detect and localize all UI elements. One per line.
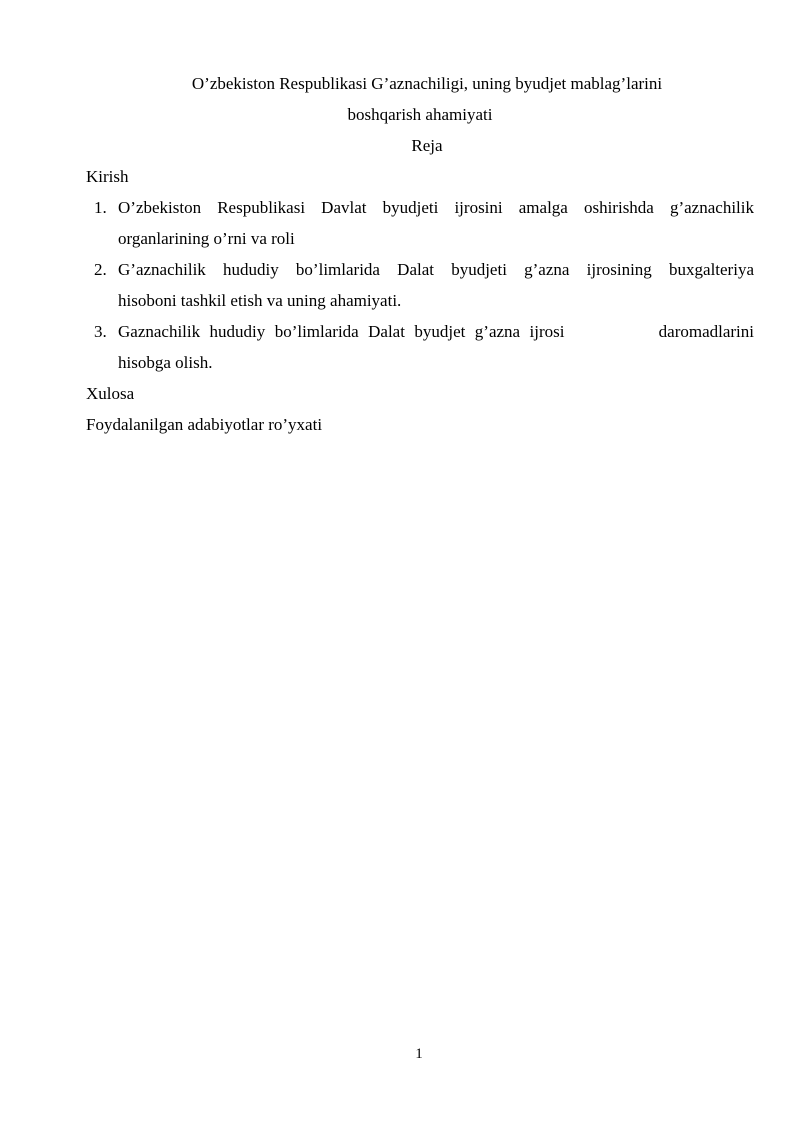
list-item-line-1: O’zbekiston Respublikasi Davlat byudjeti ijrosini amalga oshirishda g’aznachilik xyxy=(118,198,754,217)
list-item-number: 3. xyxy=(94,322,107,341)
list-item-line-2: hisobga olish. xyxy=(118,353,213,372)
list-item-line-2: organlarining o’rni va roli xyxy=(118,229,295,248)
plan-heading: Reja xyxy=(411,136,443,155)
list-item-number: 2. xyxy=(94,260,107,279)
list-item-line-1: G’aznachilik hududiy bo’limlarida Dalat byudjeti g’azna ijrosining buxgalteriya xyxy=(118,260,754,279)
intro-heading: Kirish xyxy=(86,167,129,186)
list-item xyxy=(86,316,754,378)
plan-list xyxy=(86,192,754,378)
list-item xyxy=(86,192,754,254)
document-title-line-2: boshqarish ahamiyati xyxy=(347,105,493,124)
references-heading: Foydalanilgan adabiyotlar ro’yxati xyxy=(86,415,323,434)
list-item-number: 1. xyxy=(94,198,107,217)
conclusion-heading: Xulosa xyxy=(86,384,135,403)
list-item-line-2: hisoboni tashkil etish va uning ahamiyati. xyxy=(118,291,402,310)
document-content xyxy=(86,68,754,440)
page-number: 1 xyxy=(415,1046,423,1062)
list-item xyxy=(86,254,754,316)
list-item-line-1: Gaznachilik hududiy bo’limlarida Dalat byudjet g’azna ijrosi daromadlarini xyxy=(118,322,754,341)
document-title-line-1: O’zbekiston Respublikasi G’aznachiligi, uning byudjet mablag’larini xyxy=(191,74,663,93)
